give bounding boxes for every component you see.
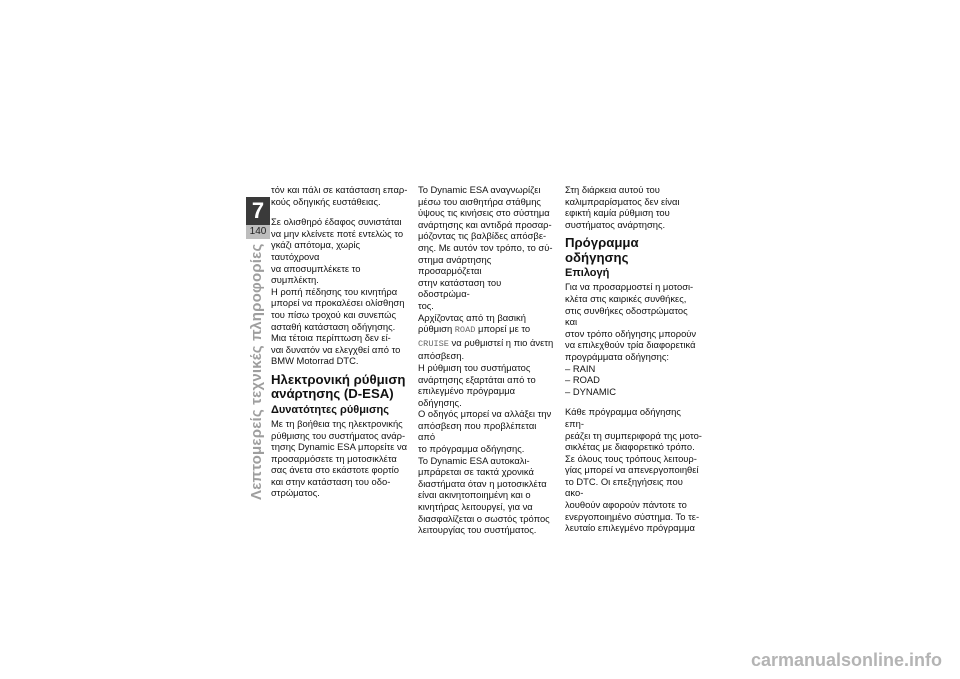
subsection-heading: Επιλογή [565, 267, 610, 280]
paragraph: τόν και πάλι σε κατάσταση επαρ- κούς οδηγικής ευστάθειας. [271, 184, 408, 207]
page-number: 140 [246, 225, 270, 239]
subsection-heading: Δυνατότητες ρύθμισης [271, 403, 389, 416]
section-heading: Ηλεκτρονική ρύθμιση ανάρτησης (D-ESA) [271, 371, 406, 402]
paragraph: Η ρύθμιση του συστήματος ανάρτησης εξαρτάται από το επιλεγμένο πρόγραμμα οδήγησης. Ο οδηγός μπορεί να αλλάξει την απόσβεση που προβλέπεται από το πρόγραμμα οδήγησης. Το Dynamic ESA αυτοκαλι- μπράρεται σε τακτά χρονικά διαστήματα όταν η μοτοσικλέτα είναι ακινητοποιημένη και ο κινητήρας λειτουργεί, για να διασφαλίζεται ο σωστός τρόπος λειτουργίας του συστήματος. [418, 361, 552, 536]
text-column-1 [271, 184, 408, 499]
chapter-number: 7 [246, 197, 270, 225]
paragraph: Σε ολισθηρό έδαφος συνιστάται να μην κλείνετε ποτέ εντελώς το γκάζι απότομα, χωρίς ταυτόχρονα να αποσυμπλέκετε το συμπλέκτη. Η ροπή πέδησης του κινητήρα μπορεί να προκαλέσει ολίσθηση του πίσω τροχού και συνεπώς ασταθή κατάσταση οδήγησης. Μια τέτοια περίπτωση δεν εί- ναι δυνατόν να ελεγχθεί από το BMW Motorrad DTC. [271, 216, 405, 367]
watermark: carmanualsonline.info [750, 650, 942, 670]
text-column-2 [418, 184, 555, 536]
text-column-3 [565, 184, 702, 534]
chapter-title: Λεπτομερείς τεχνικές πληροφορίες [248, 243, 265, 500]
mode-code-road: ROAD [454, 325, 476, 336]
paragraph: Στη διάρκεια αυτού του καλιμπραρίσματος δεν είναι εφικτή καμία ρύθμιση του συστήματος ανάρτησης. [565, 184, 680, 230]
paragraph: Για να προσαρμοστεί η μοτοσι- κλέτα στις καιρικές συνθήκες, στις συνθήκες οδοστρώματος και στον τρόπο οδήγησης μπορούν να επιλεχθούν τρία διαφορετικά προγράμματα οδήγησης: – RAIN – ROAD – DYNAMIC [565, 281, 697, 397]
paragraph: Με τη βοήθεια της ηλεκτρονικής ρύθμισης του συστήματος ανάρ- τησης Dynamic ESA μπορείτε να προσαρμόσετε τη μοτοσικλέτα σας άνετα στο εκάστοτε φορτίο και στην κατάσταση του οδο- στρώματος. [271, 417, 408, 499]
paragraph: Αρχίζοντας από τη βασική ρύθμιση ROAD μπορεί με το CRUISE να ρυθμιστεί η πιο άνετη απόσβεση. [418, 311, 554, 362]
paragraph: Κάθε πρόγραμμα οδήγησης επη- ρεάζει τη συμπεριφορά της μοτο- σικλέτας με διαφορετικό τρόπο. Σε όλους τους τρόπους λειτουρ- γίας μπορεί να απενεργοποιηθεί το DTC. Οι επεξηγήσεις που ακο- λουθούν αφορούν πάντοτε το ενεργοποιημένο σύστημα. Το τε- λευταίο επιλεγμένο πρόγραμμα [565, 406, 702, 534]
paragraph: Το Dynamic ESA αναγνωρίζει μέσω του αισθητήρα στάθμης ύψους τις κινήσεις στο σύστημα ανάρτησης και αντιδρά προσαρ- μόζοντας τις βαλβίδες απόσβε- σης. Με αυτόν τον τρόπο, το σύ- στημα ανάρτησης προσαρμόζεται στην κατάσταση του οδοστρώμα- τος. [418, 184, 553, 311]
section-heading: Πρόγραμμα οδήγησης [565, 235, 639, 265]
mode-code-cruise: CRUISE [418, 338, 449, 349]
chapter-title-vertical [248, 243, 270, 500]
